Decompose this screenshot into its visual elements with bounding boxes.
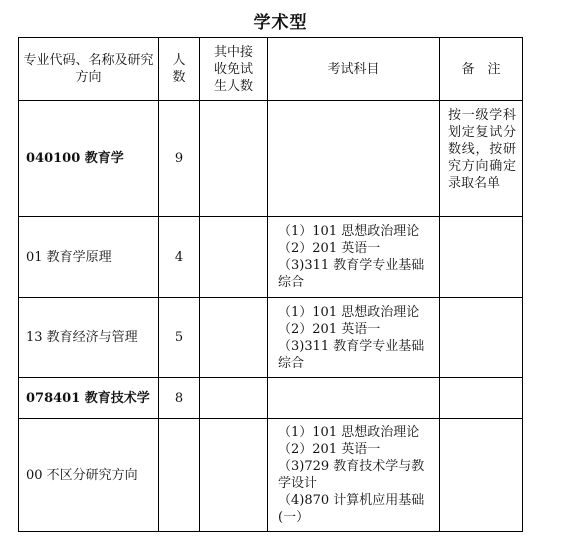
note-cell — [440, 419, 523, 532]
subjects-cell — [268, 378, 440, 419]
note-cell — [440, 378, 523, 419]
count-cell: 5 — [159, 298, 200, 378]
note-cell: 按一级学科划定复试分数线，按研究方向确定录取名单 — [440, 101, 523, 217]
count-cell: 4 — [159, 217, 200, 298]
subject-item: （2）201 英语一 — [278, 321, 381, 337]
table-row — [19, 101, 523, 217]
page-title: 学术型 — [253, 13, 308, 33]
count-cell: 9 — [159, 101, 200, 217]
subject-item: （3)311 教育学专业基础综合 — [278, 338, 425, 371]
header-major: 专业代码、名称及研究方向 — [19, 38, 159, 101]
major-cell: 00 不区分研究方向 — [19, 419, 159, 532]
exempt-cell — [200, 419, 268, 532]
exempt-cell — [200, 298, 268, 378]
subject-item: （3)311 教育学专业基础综合 — [278, 258, 425, 290]
table-row — [19, 378, 523, 419]
exempt-cell — [200, 378, 268, 419]
subjects-cell — [268, 101, 440, 217]
exempt-cell — [200, 217, 268, 298]
major-cell: 13 教育经济与管理 — [19, 298, 159, 378]
subject-item: （3)729 教育技术学与教学设计 — [278, 459, 425, 491]
header-subjects: 考试科目 — [268, 38, 440, 101]
subjects-cell — [268, 217, 440, 298]
table-header-row — [19, 38, 523, 101]
subject-item: （1）101 思想政治理论 — [278, 304, 420, 320]
count-cell: 8 — [159, 378, 200, 419]
subject-item: （1）101 思想政治理论 — [278, 224, 420, 239]
subjects-cell — [268, 298, 440, 378]
note-cell — [440, 217, 523, 298]
subject-item: （4)870 计算机应用基础(一） — [278, 493, 425, 525]
exempt-cell — [200, 101, 268, 217]
table-row — [19, 419, 523, 532]
header-note: 备 注 — [440, 38, 523, 101]
major-cell: 078401 教育技术学 — [26, 390, 150, 406]
subject-item: （2）201 英语一 — [278, 241, 381, 256]
subject-item: （2）201 英语一 — [278, 442, 381, 457]
table-row — [19, 217, 523, 298]
subjects-cell — [268, 419, 440, 532]
header-count: 人数 — [159, 38, 200, 101]
header-exempt: 其中接收免试生人数 — [200, 38, 268, 101]
major-cell: 01 教育学原理 — [19, 217, 159, 298]
count-cell — [159, 419, 200, 532]
major-cell: 040100 教育学 — [26, 151, 124, 166]
table-row — [19, 298, 523, 378]
admissions-table — [18, 37, 523, 532]
subject-item: （1）101 思想政治理论 — [278, 425, 420, 440]
note-cell — [440, 298, 523, 378]
